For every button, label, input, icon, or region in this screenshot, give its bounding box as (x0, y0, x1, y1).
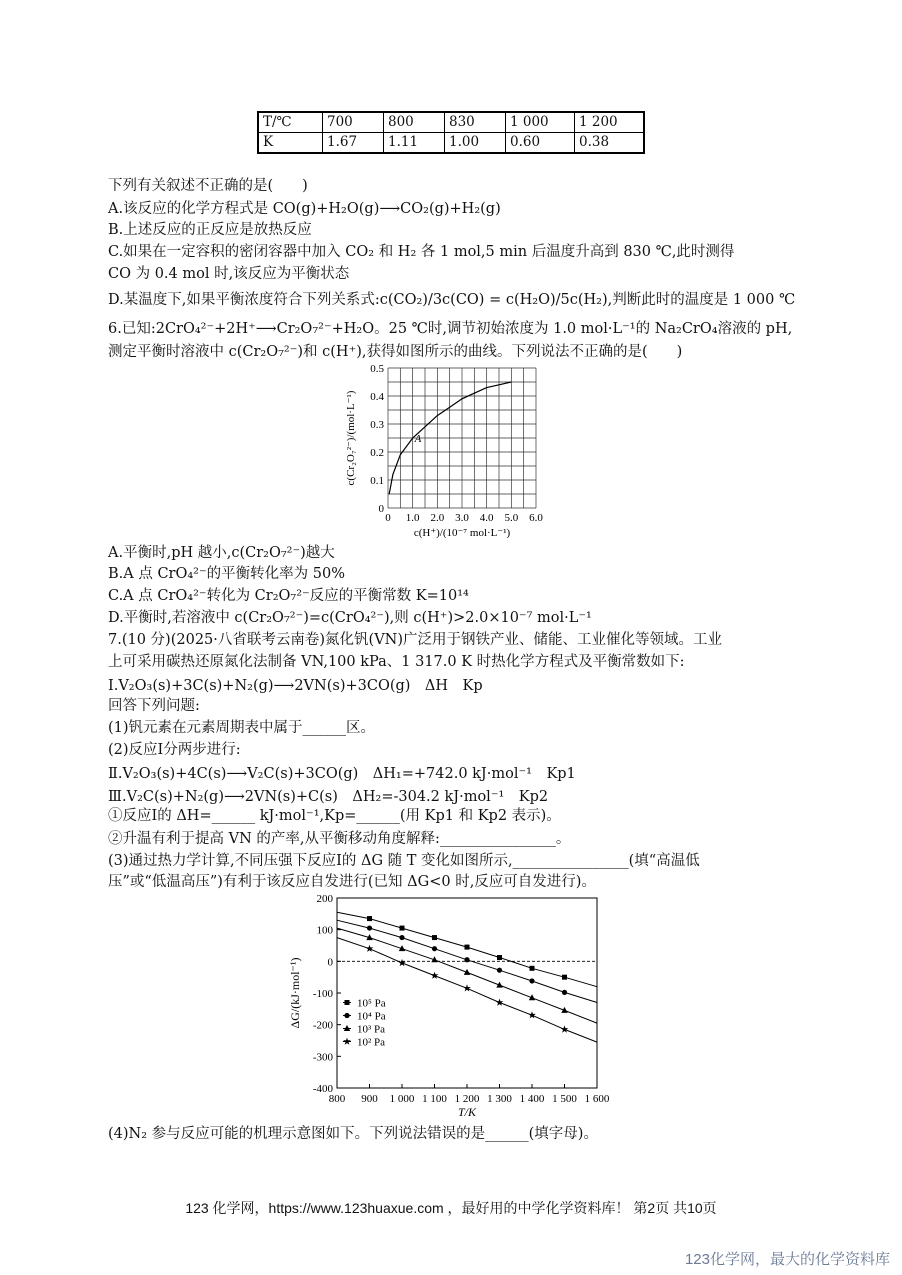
data-point (496, 999, 504, 1006)
data-point (561, 1025, 569, 1032)
q6-option-d: D.平衡时,若溶液中 c(Cr₂O₇²⁻)=c(CrO₄²⁻),则 c(H⁺)>2.0×10⁻⁷ mol·L⁻¹ (108, 610, 592, 626)
data-point (497, 955, 502, 960)
q7-part3b: 压”或“低温高压”)有利于该反应自发进行(已知 ΔG<0 时,反应可自发进行)。 (108, 874, 596, 890)
y-axis-label: c(Cr₂O₇²⁻)/(mol·L⁻¹) (345, 390, 357, 486)
data-point (367, 925, 372, 930)
delta-g-temperature-chart (285, 888, 625, 1128)
table-cell: 1.67 (323, 133, 384, 154)
table-cell: 700 (323, 112, 384, 133)
table-cell: 830 (445, 112, 506, 133)
table-cell: 1.11 (384, 133, 445, 154)
data-point (528, 1011, 536, 1018)
equilibrium-constant-table (257, 111, 645, 154)
y-axis-label: ΔG/(kJ·mol⁻¹) (288, 957, 302, 1029)
x-tick-label: 1 200 (454, 1093, 480, 1105)
data-point (399, 935, 404, 940)
y-tick-label: 0.1 (370, 475, 384, 487)
data-point (344, 1013, 349, 1018)
table-cell: 0.38 (575, 133, 645, 154)
q7-answer-prompt: 回答下列问题: (108, 698, 200, 714)
data-point (367, 916, 372, 921)
table-cell: 1.00 (445, 133, 506, 154)
q5-option-d: D.某温度下,如果平衡浓度符合下列关系式:c(CO₂)/3c(CO) = c(H₂O)/5c(H₂),判断此时的温度是 1 000 ℃ (108, 292, 796, 308)
data-point (398, 959, 406, 966)
data-point (400, 926, 405, 931)
x-tick-label: 1 600 (584, 1093, 610, 1105)
y-tick-label: -400 (312, 1083, 333, 1095)
q7-line2: 上可采用碳热还原氮化法制备 VN,100 kPa、1 317.0 K 时热化学方程式及平衡常数如下: (108, 654, 685, 670)
data-point (432, 935, 437, 940)
q5-option-b: B.上述反应的正反应是放热反应 (108, 222, 312, 238)
cr2o7-concentration-chart (340, 360, 550, 540)
q5-option-a: A.该反应的化学方程式是 CO(g)+H₂O(g)⟶CO₂(g)+H₂(g) (108, 201, 501, 217)
plot-frame (337, 898, 597, 1088)
x-tick-label: 1 400 (519, 1093, 545, 1105)
x-tick-label: 800 (328, 1093, 346, 1105)
data-point (497, 968, 502, 973)
legend-label: 10² Pa (357, 1036, 386, 1049)
watermark: 123化学网，最大的化学资料库 (684, 1251, 890, 1268)
y-tick-label: 200 (316, 893, 333, 905)
q5-option-c-cont: CO 为 0.4 mol 时,该反应为平衡状态 (108, 266, 350, 282)
data-point (464, 957, 469, 962)
q7-part4: (4)N₂ 参与反应可能的机理示意图如下。下列说法错误的是______(填字母)。 (108, 1126, 598, 1142)
q7-equation-3: Ⅲ.V₂C(s)+N₂(g)⟶2VN(s)+C(s) ΔH₂=-304.2 kJ·mol⁻¹ Kp2 (108, 789, 549, 805)
data-point (465, 945, 470, 950)
y-tick-label: 0 (327, 956, 333, 969)
y-tick-label: 0.3 (370, 419, 384, 431)
q7-sub1: ①反应Ⅰ的 ΔH=______ kJ·mol⁻¹,Kp=______(用 Kp1 和 Kp2 表示)。 (108, 808, 561, 824)
q7-part1: (1)钒元素在元素周期表中属于______区。 (108, 720, 376, 736)
table-cell: 1 000 (506, 112, 575, 133)
table-cell: 0.60 (506, 133, 575, 154)
legend-label: 10⁴ Pa (357, 1010, 386, 1023)
table-cell: T/℃ (258, 112, 323, 133)
page-footer: 123 化学网，https://www.123huaxue.com ，最好用的中学化学资料库！ 第2页 共10页 (185, 1200, 717, 1216)
x-tick-label: 1.0 (405, 512, 420, 524)
y-tick-label: 100 (316, 924, 333, 937)
legend-label: 10³ Pa (357, 1023, 386, 1036)
q7-line1: 7.(10 分)(2025·八省联考云南卷)氮化钒(VN)广泛用于钢铁产业、储能、工业催化等领域。工业 (108, 632, 723, 648)
y-tick-label: -300 (312, 1051, 333, 1064)
x-tick-label: 1 100 (422, 1093, 447, 1105)
x-tick-label: 1 500 (552, 1093, 577, 1105)
y-tick-label: -100 (312, 988, 333, 1000)
table-cell: 800 (384, 112, 445, 133)
legend-label: 10⁵ Pa (357, 997, 386, 1010)
q7-sub2: ②升温有利于提高 VN 的产率,从平衡移动角度解释:________________。 (108, 831, 571, 847)
data-point (562, 975, 567, 980)
x-tick-label: 900 (361, 1093, 378, 1105)
q7-equation-1: Ⅰ.V₂O₃(s)+3C(s)+N₂(g)⟶2VN(s)+3CO(g) ΔH Kp (108, 678, 483, 694)
q6-option-b: B.A 点 CrO₄²⁻的平衡转化率为 50% (108, 566, 345, 582)
data-point (529, 978, 534, 983)
data-point (431, 972, 439, 979)
q6-option-a: A.平衡时,pH 越小,c(Cr₂O₇²⁻)越大 (108, 545, 335, 561)
x-tick-label: 1 300 (487, 1093, 512, 1105)
y-tick-label: -200 (312, 1019, 333, 1032)
point-label: A (414, 433, 422, 445)
q6-line1: 6.已知:2CrO₄²⁻+2H⁺⟶Cr₂O₇²⁻+H₂O。25 ℃时,调节初始浓度为 1.0 mol·L⁻¹的 Na₂CrO₄溶液的 pH, (108, 321, 793, 337)
x-tick-label: 2.0 (430, 512, 445, 524)
y-tick-label: 0 (378, 503, 384, 515)
table-row (258, 133, 644, 154)
table-cell: 1 200 (575, 112, 645, 133)
q7-equation-2: Ⅱ.V₂O₃(s)+4C(s)⟶V₂C(s)+3CO(g) ΔH₁=+742.0 kJ·mol⁻¹ Kp1 (108, 766, 576, 782)
q7-part2: (2)反应Ⅰ分两步进行: (108, 742, 241, 758)
data-point (562, 990, 567, 995)
x-tick-label: 4.0 (479, 512, 494, 524)
table-row (258, 112, 644, 133)
data-point (345, 1000, 350, 1005)
data-point (463, 984, 471, 991)
y-tick-label: 0.4 (370, 391, 384, 403)
data-point (432, 946, 437, 951)
data-point (343, 1038, 351, 1045)
x-tick-label: 6.0 (529, 512, 543, 524)
table-cell: K (258, 133, 323, 154)
x-tick-label: 3.0 (455, 512, 469, 524)
q5-stem: 下列有关叙述不正确的是( ) (108, 178, 308, 194)
x-axis-label: c(H⁺)/(10⁻⁷ mol·L⁻¹) (413, 527, 511, 539)
x-tick-label: 5.0 (504, 512, 519, 524)
y-tick-label: 0.2 (370, 447, 384, 459)
q7-part3a: (3)通过热力学计算,不同压强下反应Ⅰ的 ΔG 随 T 变化如图所示,________________(填“高温低 (108, 853, 700, 869)
y-tick-label: 0.5 (370, 363, 384, 375)
x-tick-label: 1 000 (389, 1093, 415, 1105)
q6-option-c: C.A 点 CrO₄²⁻转化为 Cr₂O₇²⁻反应的平衡常数 K=10¹⁴ (108, 588, 469, 604)
q6-line2: 测定平衡时溶液中 c(Cr₂O₇²⁻)和 c(H⁺),获得如图所示的曲线。下列说法不正确的是( ) (108, 344, 683, 360)
data-point (530, 966, 535, 971)
x-tick-label: 0 (385, 512, 391, 524)
x-axis-label: T/K (457, 1105, 477, 1119)
q5-option-c: C.如果在一定容积的密闭容器中加入 CO₂ 和 H₂ 各 1 mol,5 min 后温度升高到 830 ℃,此时测得 (108, 244, 735, 260)
